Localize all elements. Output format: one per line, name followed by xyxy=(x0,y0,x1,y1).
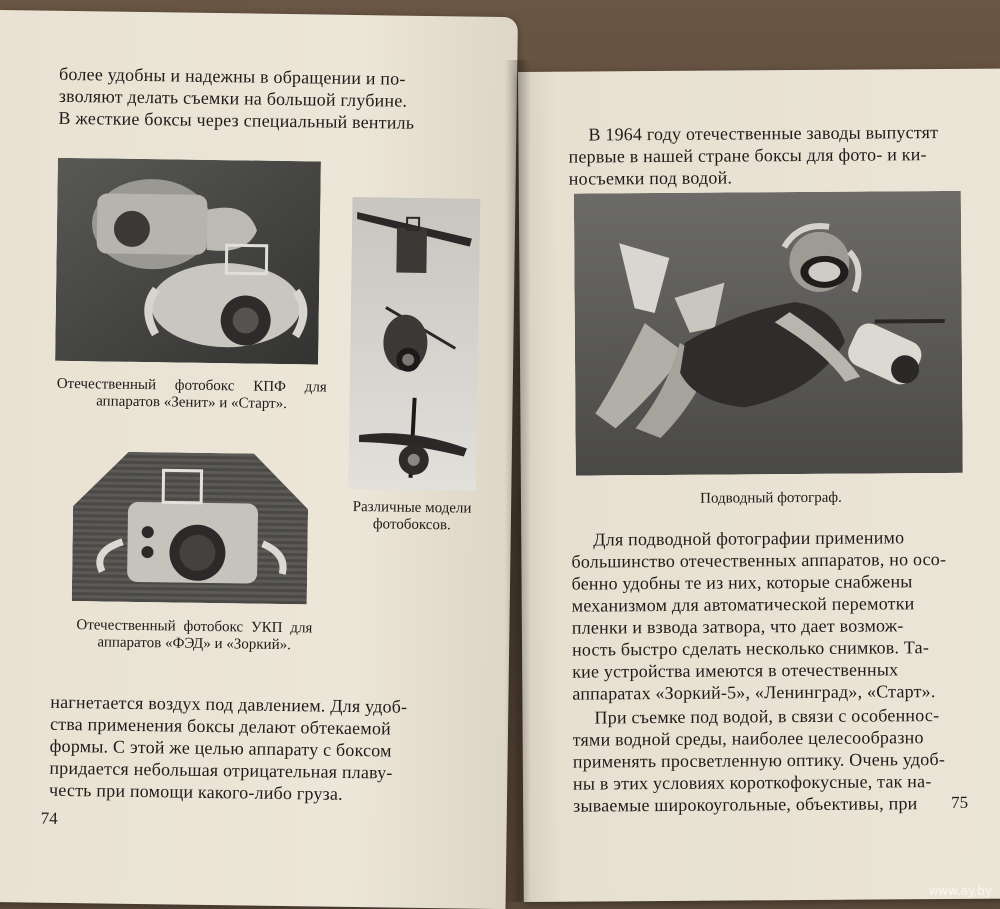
text-line: более удобны и надежны в обращении и по- xyxy=(58,63,406,89)
text-line: зываемые широкоугольные, объективы, при xyxy=(573,793,918,816)
left-intro-text xyxy=(58,63,491,135)
figure1-caption: Отечественный фотобокс КПФ для аппаратов «Зенит» и «Старт». xyxy=(56,375,327,413)
text-line: В жесткие боксы через специальный вентиль xyxy=(58,107,415,133)
text-line: механизмом для автоматической перемотки xyxy=(571,593,915,616)
photo-caption: Подводный фотограф. xyxy=(700,489,842,507)
text-line: ны в этих условиях короткофокусные, так на- xyxy=(572,771,932,794)
text-line: нагнетается воздух под давлением. Для удоб- xyxy=(50,691,408,717)
text-line: кие устройства имеются в отечественных xyxy=(572,659,899,682)
text-line: Для подводной фотографии применимо xyxy=(593,527,905,550)
right-paragraph-1 xyxy=(571,526,970,705)
photo-ukp-box xyxy=(72,451,309,604)
text-line: тями водной среды, наиболее целесообразно xyxy=(572,727,924,750)
right-page xyxy=(518,69,1000,902)
text-line: большинство отечественных аппаратов, но осо- xyxy=(571,549,947,572)
figure2-caption: Различные модели фотобоксов. xyxy=(352,498,472,534)
book-gutter xyxy=(505,60,531,902)
text-line: При съемке под водой, в связи с особеннос- xyxy=(594,705,940,728)
text-line: В 1964 году отечественные заводы выпустят xyxy=(588,122,939,145)
site-watermark: www.ay.by xyxy=(928,884,992,898)
left-closing-text xyxy=(49,691,490,807)
page-number-left: 74 xyxy=(40,808,58,828)
photo-underwater-photographer xyxy=(574,191,963,476)
text-line: применять просветленную оптику. Очень удоб- xyxy=(572,749,946,772)
right-paragraph-2 xyxy=(572,704,971,817)
text-line: пленки и взвода затвора, что дает возмож- xyxy=(571,615,904,638)
left-page xyxy=(0,10,518,909)
photo-various-boxes xyxy=(348,197,480,491)
text-line: первые в нашей стране боксы для фото- и ки- xyxy=(568,144,927,167)
text-line: носъемки под водой. xyxy=(568,167,733,189)
right-intro-text xyxy=(568,121,978,190)
text-line: ность быстро сделать несколько снимков. Та- xyxy=(571,637,930,660)
text-line: честь при помощи какого-либо груза. xyxy=(48,779,343,804)
text-line: придается небольшая отрицательная плаву- xyxy=(49,757,393,783)
figure3-caption: Отечественный фотобокс УКП для аппаратов «ФЭД» и «Зоркий». xyxy=(76,617,313,654)
text-line: зволяют делать съемки на большой глубине. xyxy=(58,85,408,111)
page-number-right: 75 xyxy=(951,792,969,812)
text-line: бенно удобны те из них, которые снабжены xyxy=(571,571,913,594)
text-line: формы. С этой же целью аппарату с боксом xyxy=(49,735,392,761)
text-line: аппаратах «Зоркий-5», «Ленинград», «Старт». xyxy=(572,681,936,704)
text-line: ства применения боксы делают обтекаемой xyxy=(49,713,392,739)
photo-kpf-box xyxy=(55,158,321,365)
